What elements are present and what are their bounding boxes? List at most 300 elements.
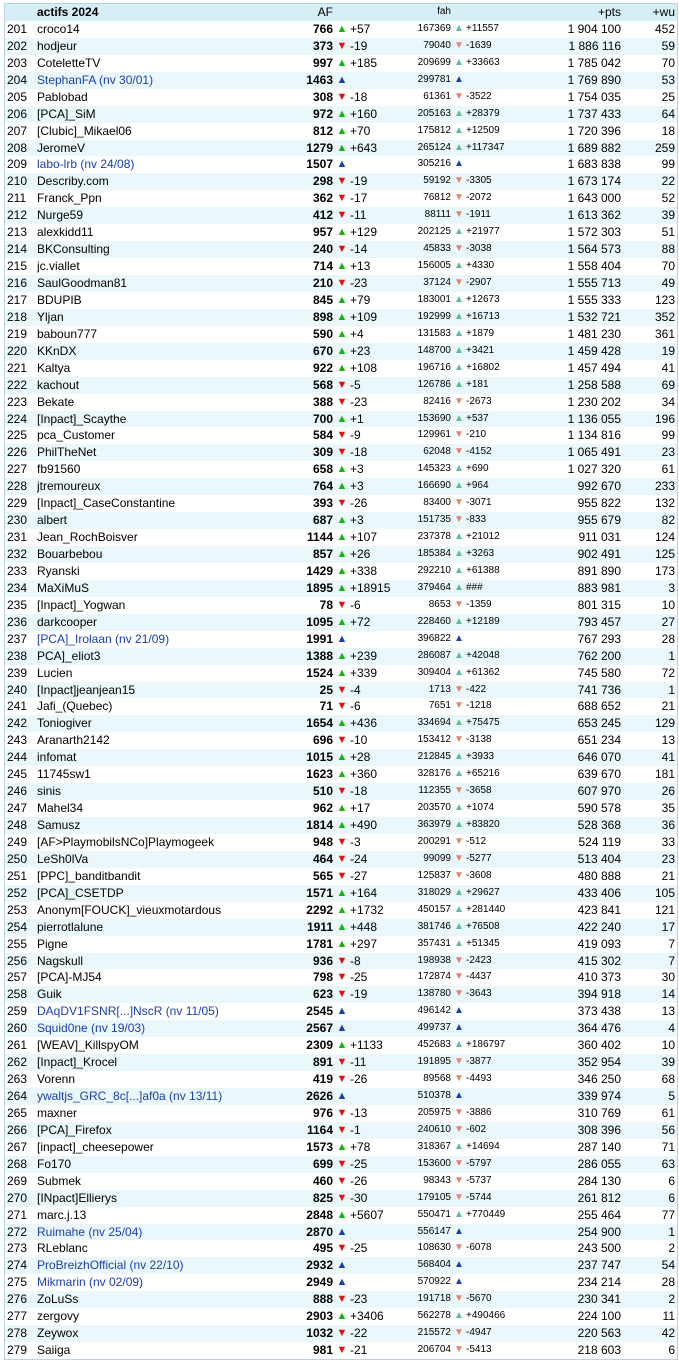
af-value: 309 <box>312 445 333 460</box>
member-name: [PCA]_Irolaan (nv 21/09) <box>37 631 170 646</box>
table-row <box>5 698 677 715</box>
fah-delta: -5277 <box>466 852 492 864</box>
points-value: 224 100 <box>577 1309 621 1324</box>
af-value: 972 <box>312 106 333 121</box>
af-value: 1571 <box>306 885 333 900</box>
af-delta: -18 <box>350 89 368 104</box>
header-name: actifs 2024 <box>37 5 99 19</box>
arrow-down-icon: ▼ <box>454 1174 464 1186</box>
af-delta: -23 <box>350 1292 368 1307</box>
af-value: 1095 <box>306 614 333 629</box>
arrow-down-icon: ▼ <box>454 734 464 746</box>
member-name: PhilTheNet <box>37 445 97 460</box>
arrow-up-icon: ▲ <box>336 531 348 544</box>
fah-delta: -3305 <box>466 175 492 187</box>
table-row <box>5 1037 677 1054</box>
arrow-up-icon: ▲ <box>336 73 348 86</box>
af-value: 898 <box>312 309 333 324</box>
af-value: 240 <box>312 242 333 257</box>
rank-cell: 274 <box>7 1258 28 1273</box>
fah-delta: +12509 <box>466 124 500 136</box>
af-value: 298 <box>312 174 333 189</box>
arrow-up-icon: ▲ <box>336 124 348 137</box>
af-value: 2292 <box>306 902 333 917</box>
rank-cell: 242 <box>7 716 28 731</box>
arrow-up-icon: ▲ <box>454 802 464 814</box>
points-value: 891 890 <box>577 563 621 578</box>
af-delta: -8 <box>350 953 361 968</box>
points-value: 955 679 <box>577 513 621 528</box>
table-row <box>5 495 677 512</box>
member-name: StephanFA (nv 30/01) <box>37 72 154 87</box>
wu-value: 352 <box>654 309 675 324</box>
af-value: 766 <box>312 21 333 36</box>
af-value: 1279 <box>306 140 333 155</box>
af-value: 1781 <box>306 936 333 951</box>
af-value: 412 <box>312 208 333 223</box>
arrow-down-icon: ▼ <box>336 429 348 442</box>
af-value: 922 <box>312 360 333 375</box>
fah-delta: +65216 <box>466 768 500 780</box>
af-value: 1388 <box>306 648 333 663</box>
af-value: 71 <box>319 699 333 714</box>
arrow-up-icon: ▲ <box>336 937 348 950</box>
points-value: 346 250 <box>577 1072 621 1087</box>
arrow-down-icon: ▼ <box>336 700 348 713</box>
fah-value: 108630 <box>417 1242 451 1254</box>
rank-cell: 246 <box>7 784 28 799</box>
fah-delta: +770449 <box>466 1208 506 1220</box>
af-delta: -19 <box>350 38 368 53</box>
table-row <box>5 1173 677 1190</box>
rank-cell: 208 <box>7 140 28 155</box>
fah-delta: +16713 <box>466 310 500 322</box>
points-value: 883 981 <box>577 580 621 595</box>
af-delta: +1732 <box>350 902 384 917</box>
table-row <box>5 919 677 936</box>
table-row <box>5 1071 677 1088</box>
wu-value: 21 <box>661 868 675 883</box>
rank-cell: 209 <box>7 157 28 172</box>
wu-value: 2 <box>668 1241 675 1256</box>
member-name: [Inpact]_CaseConstantine <box>37 496 176 511</box>
fah-delta: +14694 <box>466 1140 500 1152</box>
fah-value: 192999 <box>417 310 451 322</box>
arrow-down-icon: ▼ <box>454 243 464 255</box>
af-value: 1015 <box>306 750 333 765</box>
wu-value: 99 <box>661 428 675 443</box>
fah-value: 45833 <box>423 243 451 255</box>
af-value: 1524 <box>306 665 333 680</box>
wu-value: 19 <box>661 343 675 358</box>
fah-value: 568404 <box>417 1259 451 1271</box>
points-value: 287 140 <box>577 1139 621 1154</box>
af-value: 764 <box>312 479 333 494</box>
fah-delta: -3522 <box>466 90 492 102</box>
af-value: 658 <box>312 462 333 477</box>
rank-cell: 225 <box>7 428 28 443</box>
arrow-up-icon: ▲ <box>336 1208 348 1221</box>
rank-cell: 263 <box>7 1072 28 1087</box>
fah-value: 203570 <box>417 802 451 814</box>
fah-value: 570922 <box>417 1276 451 1288</box>
af-delta: +3406 <box>350 1309 384 1324</box>
af-value: 825 <box>312 1190 333 1205</box>
arrow-up-icon: ▲ <box>336 480 348 493</box>
arrow-down-icon: ▼ <box>336 192 348 205</box>
rank-cell: 252 <box>7 885 28 900</box>
member-name: pierrotlalune <box>37 919 104 934</box>
table-row <box>5 21 677 38</box>
arrow-up-icon: ▲ <box>454 649 464 661</box>
member-name: Samusz <box>37 818 81 832</box>
rank-cell: 244 <box>7 750 28 765</box>
fah-delta <box>466 156 528 173</box>
arrow-up-icon: ▲ <box>336 226 348 239</box>
af-delta: +70 <box>350 123 371 138</box>
af-value: 2949 <box>306 1275 333 1290</box>
af-value: 590 <box>312 326 333 341</box>
points-value: 1 689 882 <box>567 140 621 155</box>
arrow-up-icon: ▲ <box>454 73 464 85</box>
fah-value: 148700 <box>417 344 451 356</box>
arrow-down-icon: ▼ <box>454 429 464 441</box>
fah-delta <box>466 1257 528 1274</box>
af-delta: +3 <box>350 462 364 477</box>
arrow-up-icon: ▲ <box>336 819 348 831</box>
table-row <box>5 834 677 851</box>
fah-delta: +537 <box>466 412 489 424</box>
rank-cell: 277 <box>7 1309 28 1324</box>
member-name: PCA]_eliot3 <box>37 648 101 663</box>
arrow-up-icon: ▲ <box>336 1039 348 1052</box>
af-value: 891 <box>312 1055 333 1070</box>
rank-cell: 210 <box>7 174 28 189</box>
arrow-up-icon: ▲ <box>454 1005 464 1017</box>
points-value: 607 970 <box>577 784 621 799</box>
fah-value: 550471 <box>417 1208 451 1220</box>
fah-delta: -512 <box>466 835 487 847</box>
fah-value: 62048 <box>423 446 451 458</box>
arrow-down-icon: ▼ <box>336 683 348 696</box>
fah-value: 286087 <box>417 649 451 661</box>
arrow-up-icon: ▲ <box>454 717 464 729</box>
rank-cell: 230 <box>7 513 28 528</box>
fah-delta: -4152 <box>466 446 492 458</box>
table-row <box>5 766 677 783</box>
member-name: Ruimahe (nv 25/04) <box>37 1224 143 1239</box>
fah-delta: +33663 <box>466 56 500 68</box>
rank-cell: 217 <box>7 292 28 307</box>
af-delta: -25 <box>350 970 368 985</box>
fah-value: 1713 <box>428 683 451 695</box>
fah-value: 8653 <box>428 598 451 610</box>
table-row <box>5 580 677 597</box>
table-row <box>5 123 677 140</box>
member-name: albert <box>37 513 68 528</box>
arrow-up-icon: ▲ <box>336 920 348 933</box>
member-name: Nurge59 <box>37 208 84 223</box>
member-name: Guik <box>37 987 62 1002</box>
arrow-down-icon: ▼ <box>454 852 464 864</box>
member-name: sinis <box>37 784 62 799</box>
af-value: 857 <box>312 547 333 561</box>
wu-value: 196 <box>654 411 675 426</box>
fah-value: 59192 <box>423 175 451 187</box>
arrow-up-icon: ▲ <box>336 768 348 781</box>
points-value: 793 457 <box>577 614 621 629</box>
wu-value: 33 <box>661 834 675 849</box>
table-row <box>5 360 677 377</box>
af-delta: -22 <box>350 1326 368 1341</box>
arrow-down-icon: ▼ <box>336 378 348 391</box>
fah-delta: -4437 <box>466 971 492 983</box>
arrow-down-icon: ▼ <box>336 39 348 52</box>
fah-delta: +1074 <box>466 802 495 814</box>
member-name: Pigne <box>37 936 68 951</box>
wu-value: 14 <box>661 987 675 1002</box>
wu-value: 30 <box>661 970 675 985</box>
af-delta: +339 <box>350 665 378 680</box>
fah-value: 318029 <box>417 886 451 898</box>
rank-cell: 258 <box>7 987 28 1002</box>
arrow-down-icon: ▼ <box>454 835 464 847</box>
fah-delta: -3071 <box>466 497 492 509</box>
table-row <box>5 38 677 55</box>
table-row <box>5 326 677 343</box>
rank-cell: 259 <box>7 1004 28 1019</box>
af-delta: -30 <box>350 1190 368 1205</box>
points-value: 433 406 <box>577 885 621 900</box>
points-value: 1 258 588 <box>567 377 621 392</box>
rank-cell: 240 <box>7 682 28 697</box>
member-name: infomat <box>37 750 77 765</box>
arrow-up-icon: ▲ <box>454 920 464 932</box>
arrow-up-icon: ▲ <box>454 412 464 424</box>
fah-delta: -3886 <box>466 1106 492 1118</box>
wu-value: 70 <box>661 259 675 274</box>
fah-value: 334694 <box>417 717 451 729</box>
fah-value: 510378 <box>417 1090 451 1101</box>
wu-value: 233 <box>654 479 675 494</box>
table-row <box>5 1224 677 1241</box>
af-value: 976 <box>312 1105 333 1120</box>
fah-value: 125837 <box>417 869 451 881</box>
rank-cell: 243 <box>7 733 28 748</box>
member-name: [PCA]_SiM <box>37 106 96 121</box>
fah-delta: +28379 <box>466 107 500 119</box>
points-value: 992 670 <box>577 479 621 494</box>
fah-value: 131583 <box>417 327 451 339</box>
af-value: 2567 <box>306 1021 333 1036</box>
af-delta: -23 <box>350 394 368 409</box>
arrow-up-icon: ▲ <box>336 903 348 916</box>
arrow-down-icon: ▼ <box>454 446 464 458</box>
wu-value: 72 <box>661 665 675 680</box>
rank-cell: 218 <box>7 309 28 324</box>
wu-value: 53 <box>661 72 675 87</box>
points-value: 339 974 <box>577 1089 621 1103</box>
af-delta: -6 <box>350 597 361 612</box>
arrow-up-icon: ▲ <box>336 22 348 35</box>
arrow-up-icon: ▲ <box>454 1225 464 1237</box>
table-row <box>5 563 677 580</box>
table-header <box>5 4 677 21</box>
wu-value: 18 <box>661 123 675 138</box>
member-name: fb91560 <box>37 462 81 477</box>
arrow-down-icon: ▼ <box>336 971 348 984</box>
af-delta: -27 <box>350 868 368 883</box>
af-delta: -11 <box>350 208 367 223</box>
rank-cell: 202 <box>7 38 28 53</box>
wu-value: 27 <box>661 614 675 629</box>
arrow-up-icon: ▲ <box>454 581 464 593</box>
points-value: 1 564 573 <box>567 242 621 257</box>
arrow-up-icon: ▲ <box>336 1225 348 1238</box>
rank-cell: 249 <box>7 834 28 849</box>
points-value: 1 886 116 <box>568 38 621 53</box>
fah-delta: +1879 <box>466 327 495 339</box>
wu-value: 123 <box>654 292 675 307</box>
arrow-down-icon: ▼ <box>454 395 464 407</box>
af-value: 981 <box>312 1343 333 1358</box>
fah-delta: +21977 <box>466 226 500 238</box>
wu-value: 132 <box>654 496 675 511</box>
table-row <box>5 106 677 123</box>
fah-delta: -833 <box>466 514 487 526</box>
af-value: 699 <box>312 1156 333 1171</box>
table-row <box>5 1122 677 1139</box>
fah-delta: +4330 <box>466 260 495 272</box>
af-delta: -4 <box>350 682 361 697</box>
wu-value: 54 <box>661 1258 675 1273</box>
rank-cell: 265 <box>7 1105 28 1120</box>
fah-value: 153600 <box>417 1157 451 1169</box>
arrow-down-icon: ▼ <box>454 954 464 966</box>
fah-value: 82416 <box>423 395 451 407</box>
wu-value: 23 <box>661 445 675 460</box>
table-row <box>5 732 677 749</box>
fah-delta: +75475 <box>466 717 500 729</box>
af-value: 1991 <box>306 631 333 646</box>
wu-value: 56 <box>661 1122 675 1137</box>
rank-cell: 266 <box>7 1122 28 1137</box>
rank-cell: 214 <box>7 242 28 257</box>
wu-value: 42 <box>661 1326 675 1341</box>
member-name: croco14 <box>37 21 80 36</box>
member-name: MaXiMuS <box>37 580 90 595</box>
arrow-down-icon: ▼ <box>336 497 348 510</box>
points-value: 1 904 100 <box>567 21 621 36</box>
rank-cell: 238 <box>7 648 28 663</box>
arrow-up-icon: ▲ <box>336 1022 348 1035</box>
fah-value: 99099 <box>423 852 451 864</box>
fah-delta: -6078 <box>466 1242 492 1254</box>
af-value: 845 <box>312 292 333 307</box>
af-value: 1144 <box>306 530 333 545</box>
fah-value: 556147 <box>417 1225 451 1237</box>
member-name: 11745sw1 <box>37 767 91 782</box>
arrow-up-icon: ▲ <box>454 310 464 322</box>
fah-delta: +29627 <box>466 886 500 898</box>
rank-cell: 276 <box>7 1292 28 1307</box>
rank-cell: 226 <box>7 445 28 460</box>
af-delta: +448 <box>350 919 378 934</box>
af-value: 584 <box>312 428 333 443</box>
table-row <box>5 631 677 648</box>
fah-value: 240610 <box>417 1123 451 1135</box>
af-delta: +17 <box>350 801 371 816</box>
arrow-up-icon: ▲ <box>336 361 348 374</box>
fah-delta <box>466 1274 528 1291</box>
fah-delta: +690 <box>466 463 489 475</box>
arrow-down-icon: ▼ <box>336 1191 348 1204</box>
fah-value: 363979 <box>417 819 451 830</box>
arrow-up-icon: ▲ <box>336 615 348 628</box>
points-value: 220 563 <box>577 1326 621 1341</box>
fah-value: 185384 <box>417 548 451 559</box>
table-row <box>5 1325 677 1342</box>
rank-cell: 245 <box>7 767 28 782</box>
member-name: BDUPIB <box>37 292 82 307</box>
wu-value: 5 <box>668 1089 675 1103</box>
rank-cell: 273 <box>7 1241 28 1256</box>
fah-delta: -3658 <box>466 785 492 797</box>
arrow-up-icon: ▲ <box>454 124 464 136</box>
af-delta: +1133 <box>350 1038 383 1053</box>
table-row <box>5 512 677 529</box>
wu-value: 1 <box>668 1224 675 1239</box>
arrow-up-icon: ▲ <box>336 293 348 306</box>
points-value: 352 954 <box>577 1055 621 1070</box>
fah-delta: -3038 <box>466 243 492 255</box>
table-row <box>5 1020 677 1037</box>
fah-value: 206704 <box>417 1344 451 1356</box>
table-row <box>5 885 677 902</box>
arrow-down-icon: ▼ <box>336 1327 348 1340</box>
rank-cell: 275 <box>7 1275 28 1290</box>
fah-value: 98343 <box>423 1174 451 1186</box>
arrow-up-icon: ▲ <box>454 158 464 170</box>
af-value: 78 <box>319 597 333 612</box>
member-name: Bekate <box>37 394 75 409</box>
wu-value: 23 <box>661 851 675 866</box>
table-row <box>5 427 677 444</box>
member-name: [Inpact]jeanjean15 <box>37 682 136 697</box>
arrow-up-icon: ▲ <box>454 327 464 339</box>
fah-delta: -5797 <box>466 1157 492 1169</box>
af-value: 2848 <box>306 1207 333 1222</box>
arrow-up-icon: ▲ <box>336 1276 348 1289</box>
member-name: Mikmarin (nv 02/09) <box>37 1275 144 1290</box>
table-row <box>5 241 677 258</box>
af-delta: -13 <box>350 1105 368 1120</box>
rank-cell: 261 <box>7 1038 28 1053</box>
arrow-down-icon: ▼ <box>454 90 464 102</box>
af-value: 1032 <box>306 1326 333 1341</box>
arrow-up-icon: ▲ <box>454 666 464 678</box>
fah-value: 89568 <box>423 1073 451 1085</box>
fah-delta: +281440 <box>466 903 506 915</box>
points-value: 364 476 <box>577 1021 621 1036</box>
rank-cell: 231 <box>7 530 28 545</box>
arrow-up-icon: ▲ <box>454 1022 464 1034</box>
af-delta: -19 <box>350 174 368 189</box>
arrow-up-icon: ▲ <box>454 632 464 644</box>
points-value: 646 070 <box>577 750 621 765</box>
af-delta: -3 <box>350 834 361 849</box>
rank-cell: 251 <box>7 868 28 883</box>
